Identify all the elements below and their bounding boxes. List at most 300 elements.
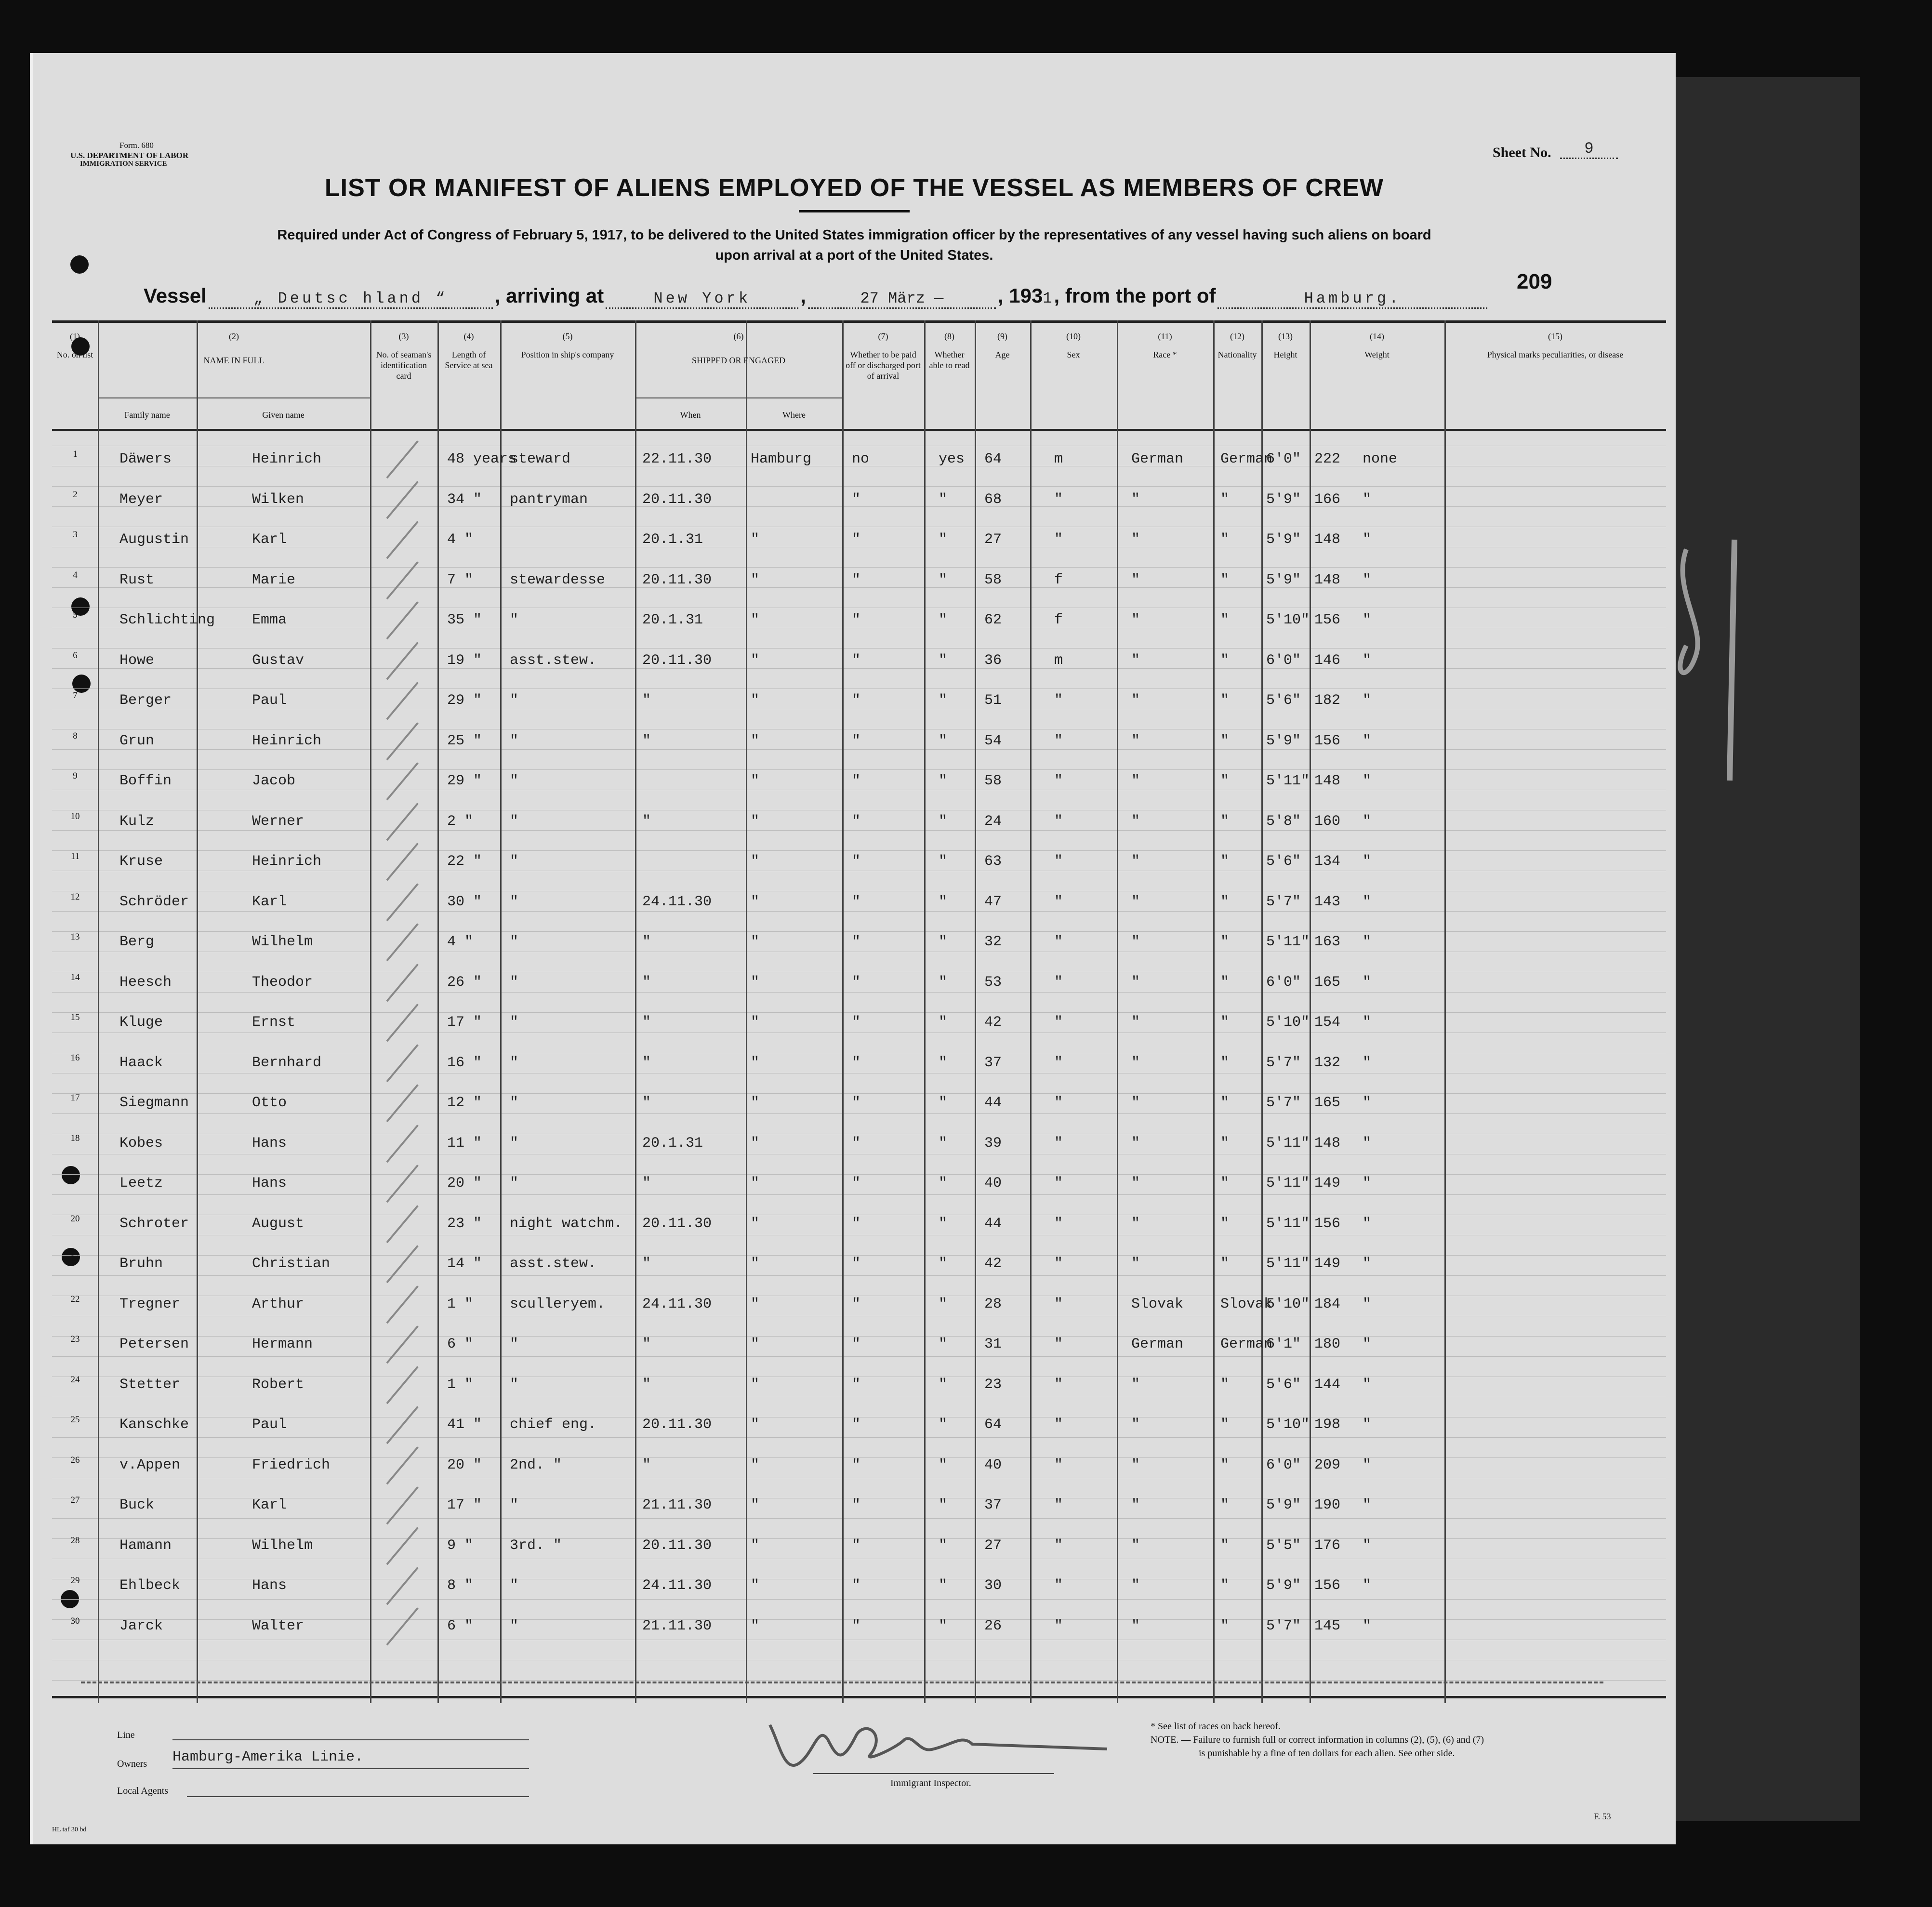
check-mark bbox=[386, 1486, 418, 1524]
cell-paid: " bbox=[852, 1014, 861, 1031]
column-number: (5) bbox=[562, 331, 573, 341]
note-line-2: is punishable by a fine of ten dollars for each alien. See other side. bbox=[1199, 1748, 1455, 1759]
line-rule bbox=[172, 1739, 529, 1740]
cell-position: " bbox=[510, 773, 519, 789]
cell-position: " bbox=[510, 692, 519, 709]
cell-nationality: Slovak bbox=[1220, 1296, 1273, 1312]
check-mark bbox=[386, 883, 418, 921]
cell-where: " bbox=[751, 1497, 760, 1513]
cell-weight: 148 bbox=[1314, 571, 1341, 588]
cell-marks: " bbox=[1363, 1457, 1372, 1473]
cell-where: " bbox=[751, 1095, 760, 1111]
row-number: 27 bbox=[70, 1495, 80, 1505]
cell-marks: " bbox=[1363, 1095, 1372, 1111]
column-number: (11) bbox=[1158, 331, 1172, 341]
cell-given: Wilken bbox=[252, 491, 304, 508]
ruled-line bbox=[52, 931, 1666, 932]
cell-read: " bbox=[939, 773, 948, 789]
cell-when: 20.11.30 bbox=[642, 652, 712, 669]
sheet-no-label: Sheet No. bbox=[1493, 145, 1551, 160]
cell-when: " bbox=[642, 1175, 651, 1192]
check-mark bbox=[386, 1406, 418, 1444]
cell-read: " bbox=[939, 974, 948, 991]
cell-weight: 166 bbox=[1314, 491, 1341, 508]
cell-sex: " bbox=[1054, 893, 1063, 910]
cell-where: " bbox=[751, 1537, 760, 1554]
cell-height: 5'10" bbox=[1266, 1417, 1310, 1433]
cell-sex: " bbox=[1054, 1497, 1063, 1513]
cell-age: 40 bbox=[984, 1457, 1002, 1473]
cell-sex: " bbox=[1054, 1617, 1063, 1634]
column-header: Position in ship's company bbox=[521, 350, 614, 359]
cell-service: 19 " bbox=[447, 652, 482, 669]
cell-sex: " bbox=[1054, 773, 1063, 789]
row-number: 30 bbox=[70, 1616, 80, 1626]
cell-where: " bbox=[751, 1175, 760, 1192]
cell-family: Petersen bbox=[119, 1336, 189, 1352]
cell-paid: " bbox=[852, 773, 861, 789]
cell-sex: f bbox=[1054, 612, 1063, 628]
cell-weight: 149 bbox=[1314, 1256, 1341, 1272]
column-header: No. on list bbox=[56, 350, 93, 359]
cell-when: 20.1.31 bbox=[642, 531, 703, 548]
cell-height: 5'7" bbox=[1266, 1054, 1301, 1071]
cell-nationality: " bbox=[1220, 1054, 1230, 1071]
cell-paid: " bbox=[852, 1296, 861, 1312]
cell-given: Hans bbox=[252, 1175, 287, 1192]
cell-height: 6'0" bbox=[1266, 974, 1301, 991]
cell-marks: " bbox=[1363, 853, 1372, 870]
cell-family: Stetter bbox=[119, 1376, 181, 1393]
arrival-date: 27 März — bbox=[808, 290, 996, 309]
cell-race: " bbox=[1131, 893, 1140, 910]
cell-race: " bbox=[1131, 1175, 1140, 1192]
cell-family: Boffin bbox=[119, 773, 172, 789]
cell-height: 5'6" bbox=[1266, 853, 1301, 870]
form-code: F. 53 bbox=[1594, 1812, 1611, 1821]
cell-height: 5'9" bbox=[1266, 491, 1301, 508]
cell-paid: no bbox=[852, 451, 870, 467]
cell-race: " bbox=[1131, 813, 1140, 830]
cell-read: " bbox=[939, 1296, 948, 1312]
cell-sex: m bbox=[1054, 652, 1063, 669]
check-mark bbox=[386, 642, 418, 680]
cell-nationality: " bbox=[1220, 1095, 1230, 1111]
cell-race: " bbox=[1131, 652, 1140, 669]
cell-weight: 134 bbox=[1314, 853, 1341, 870]
cell-marks: " bbox=[1363, 1497, 1372, 1513]
cell-age: 64 bbox=[984, 451, 1002, 467]
cell-where: " bbox=[751, 1014, 760, 1031]
cell-weight: 148 bbox=[1314, 531, 1341, 548]
column-number: (9) bbox=[997, 331, 1007, 341]
cell-given: Ernst bbox=[252, 1014, 296, 1031]
cell-read: " bbox=[939, 1577, 948, 1594]
cell-height: 5'9" bbox=[1266, 1577, 1301, 1594]
cell-marks: " bbox=[1363, 732, 1372, 749]
cell-service: 6 " bbox=[447, 1336, 474, 1352]
cell-read: " bbox=[939, 531, 948, 548]
cell-read: " bbox=[939, 732, 948, 749]
ruled-line bbox=[52, 992, 1666, 993]
cell-marks: " bbox=[1363, 773, 1372, 789]
department-label: U.S. DEPARTMENT OF LABOR bbox=[70, 151, 189, 160]
cell-paid: " bbox=[852, 813, 861, 830]
cell-where: " bbox=[751, 1296, 760, 1312]
cell-race: " bbox=[1131, 531, 1140, 548]
cell-race: " bbox=[1131, 1537, 1140, 1554]
cell-position: " bbox=[510, 1376, 519, 1393]
cell-height: 6'0" bbox=[1266, 451, 1301, 467]
cell-family: Jarck bbox=[119, 1617, 163, 1634]
cell-sex: " bbox=[1054, 1256, 1063, 1272]
cell-read: " bbox=[939, 491, 948, 508]
cell-where: " bbox=[751, 1577, 760, 1594]
cell-age: 44 bbox=[984, 1215, 1002, 1232]
cell-position: " bbox=[510, 1135, 519, 1152]
agents-rule bbox=[187, 1796, 529, 1797]
cell-race: " bbox=[1131, 1457, 1140, 1473]
cell-when: 20.11.30 bbox=[642, 571, 712, 588]
cell-given: Wilhelm bbox=[252, 934, 313, 950]
ruled-line bbox=[52, 1599, 1666, 1600]
cell-paid: " bbox=[852, 893, 861, 910]
cell-where: " bbox=[751, 612, 760, 628]
cell-family: Augustin bbox=[119, 531, 189, 548]
cell-nationality: German bbox=[1220, 451, 1273, 467]
cell-marks: " bbox=[1363, 1256, 1372, 1272]
column-number: (10) bbox=[1066, 331, 1081, 341]
service-label: IMMIGRATION SERVICE bbox=[80, 160, 167, 168]
cell-where: " bbox=[751, 531, 760, 548]
cell-nationality: " bbox=[1220, 491, 1230, 508]
cell-age: 37 bbox=[984, 1054, 1002, 1071]
cell-given: Walter bbox=[252, 1617, 304, 1634]
cell-paid: " bbox=[852, 1417, 861, 1433]
check-mark bbox=[386, 1205, 418, 1243]
cell-race: " bbox=[1131, 1497, 1140, 1513]
cell-marks: " bbox=[1363, 1617, 1372, 1634]
column-header: Age bbox=[995, 350, 1010, 359]
cell-position: asst.stew. bbox=[510, 652, 597, 669]
cell-nationality: " bbox=[1220, 1497, 1230, 1513]
cell-service: 11 " bbox=[447, 1135, 482, 1152]
races-note: * See list of races on back hereof. bbox=[1151, 1721, 1281, 1732]
ruled-line bbox=[52, 1680, 1666, 1681]
cell-service: 35 " bbox=[447, 612, 482, 628]
cell-height: 5'6" bbox=[1266, 1376, 1301, 1393]
cell-age: 58 bbox=[984, 571, 1002, 588]
cell-position: " bbox=[510, 934, 519, 950]
year-prefix: , 193 bbox=[997, 284, 1043, 307]
cell-paid: " bbox=[852, 1175, 861, 1192]
cell-read: " bbox=[939, 571, 948, 588]
cell-age: 53 bbox=[984, 974, 1002, 991]
cell-weight: 154 bbox=[1314, 1014, 1341, 1031]
cell-race: " bbox=[1131, 1376, 1140, 1393]
owners-rule bbox=[172, 1768, 529, 1769]
ruled-line bbox=[52, 486, 1666, 487]
row-number: 7 bbox=[73, 690, 78, 701]
cell-when: " bbox=[642, 692, 651, 709]
column-number: (13) bbox=[1278, 331, 1293, 341]
cell-service: 20 " bbox=[447, 1175, 482, 1192]
cell-weight: 148 bbox=[1314, 1135, 1341, 1152]
cell-marks: " bbox=[1363, 491, 1372, 508]
cell-weight: 156 bbox=[1314, 1215, 1341, 1232]
cell-marks: " bbox=[1363, 612, 1372, 628]
cell-family: Schröder bbox=[119, 893, 189, 910]
cell-read: " bbox=[939, 893, 948, 910]
inspector-rule bbox=[813, 1773, 1054, 1774]
cell-weight: 163 bbox=[1314, 934, 1341, 950]
cell-age: 39 bbox=[984, 1135, 1002, 1152]
cell-sex: " bbox=[1054, 491, 1063, 508]
row-number: 12 bbox=[70, 891, 80, 902]
year-suffix: 1 bbox=[1043, 290, 1052, 307]
column-divider bbox=[98, 320, 99, 1703]
cell-given: Werner bbox=[252, 813, 304, 830]
column-divider bbox=[746, 320, 747, 1703]
cell-marks: " bbox=[1363, 652, 1372, 669]
cell-family: Kluge bbox=[119, 1014, 163, 1031]
cell-position: " bbox=[510, 1095, 519, 1111]
row-number: 18 bbox=[70, 1133, 80, 1143]
column-divider bbox=[635, 320, 636, 1703]
column-number: (14) bbox=[1370, 331, 1384, 341]
cell-nationality: " bbox=[1220, 974, 1230, 991]
cell-nationality: " bbox=[1220, 1014, 1230, 1031]
cell-weight: 222 bbox=[1314, 451, 1341, 467]
check-mark bbox=[386, 803, 418, 841]
cell-nationality: " bbox=[1220, 1175, 1230, 1192]
check-mark bbox=[386, 1125, 418, 1163]
cell-given: Heinrich bbox=[252, 451, 322, 467]
cell-where: " bbox=[751, 652, 760, 669]
cell-service: 22 " bbox=[447, 853, 482, 870]
cell-nationality: " bbox=[1220, 1135, 1230, 1152]
cell-where: Hamburg bbox=[751, 451, 812, 467]
cell-where: " bbox=[751, 893, 760, 910]
cell-where: " bbox=[751, 732, 760, 749]
column-divider bbox=[197, 320, 198, 1703]
cell-when: 21.11.30 bbox=[642, 1497, 712, 1513]
cell-age: 28 bbox=[984, 1296, 1002, 1312]
cell-given: Christian bbox=[252, 1256, 331, 1272]
column-number: (2) bbox=[229, 331, 239, 341]
cell-sex: " bbox=[1054, 1537, 1063, 1554]
ruled-line bbox=[52, 1012, 1666, 1013]
cell-given: Heinrich bbox=[252, 853, 322, 870]
cell-age: 26 bbox=[984, 1617, 1002, 1634]
row-number: 29 bbox=[70, 1576, 80, 1586]
cell-sex: " bbox=[1054, 1577, 1063, 1594]
cell-service: 4 " bbox=[447, 934, 474, 950]
cell-service: 23 " bbox=[447, 1215, 482, 1232]
cell-sex: " bbox=[1054, 1014, 1063, 1031]
cell-family: Schroter bbox=[119, 1215, 189, 1232]
owners-label: Owners bbox=[117, 1759, 147, 1769]
cell-age: 32 bbox=[984, 934, 1002, 950]
cell-service: 12 " bbox=[447, 1095, 482, 1111]
row-number: 9 bbox=[73, 771, 78, 781]
ruled-line bbox=[52, 1174, 1666, 1175]
cell-when: 21.11.30 bbox=[642, 1617, 712, 1634]
cell-paid: " bbox=[852, 531, 861, 548]
check-mark bbox=[386, 923, 418, 961]
cell-age: 23 bbox=[984, 1376, 1002, 1393]
cell-height: 5'11" bbox=[1266, 1256, 1310, 1272]
cell-service: 8 " bbox=[447, 1577, 474, 1594]
cell-sex: " bbox=[1054, 1376, 1063, 1393]
row-number: 10 bbox=[70, 811, 80, 821]
cell-sex: " bbox=[1054, 531, 1063, 548]
cell-marks: " bbox=[1363, 934, 1372, 950]
cell-read: " bbox=[939, 1175, 948, 1192]
departure-port: Hamburg. bbox=[1217, 290, 1487, 309]
cell-weight: 165 bbox=[1314, 974, 1341, 991]
cell-height: 5'11" bbox=[1266, 773, 1310, 789]
cell-where: " bbox=[751, 1256, 760, 1272]
from-port-label: , from the port of bbox=[1054, 284, 1216, 307]
cell-race: " bbox=[1131, 1135, 1140, 1152]
cell-where: " bbox=[751, 1376, 760, 1393]
cell-when: " bbox=[642, 974, 651, 991]
column-divider bbox=[975, 320, 976, 1703]
cell-sex: " bbox=[1054, 1296, 1063, 1312]
cell-age: 27 bbox=[984, 531, 1002, 548]
cell-read: " bbox=[939, 1497, 948, 1513]
row-number: 1 bbox=[73, 449, 78, 459]
cell-height: 5'10" bbox=[1266, 1014, 1310, 1031]
cell-given: August bbox=[252, 1215, 304, 1232]
cell-paid: " bbox=[852, 1256, 861, 1272]
ruled-line bbox=[52, 769, 1666, 770]
cell-nationality: " bbox=[1220, 1617, 1230, 1634]
cell-position: " bbox=[510, 1175, 519, 1192]
cell-read: " bbox=[939, 934, 948, 950]
cell-nationality: " bbox=[1220, 1417, 1230, 1433]
cell-nationality: " bbox=[1220, 612, 1230, 628]
cell-where: " bbox=[751, 1054, 760, 1071]
column-number: (15) bbox=[1548, 331, 1562, 341]
cell-race: " bbox=[1131, 773, 1140, 789]
column-header: SHIPPED OR ENGAGED bbox=[691, 356, 785, 365]
cell-family: Kanschke bbox=[119, 1417, 189, 1433]
cell-sex: " bbox=[1054, 974, 1063, 991]
cell-weight: 132 bbox=[1314, 1054, 1341, 1071]
cell-height: 5'11" bbox=[1266, 1135, 1310, 1152]
cell-paid: " bbox=[852, 1537, 861, 1554]
cell-race: " bbox=[1131, 491, 1140, 508]
cell-weight: 180 bbox=[1314, 1336, 1341, 1352]
cell-when: " bbox=[642, 1014, 651, 1031]
cell-paid: " bbox=[852, 571, 861, 588]
inspector-signature bbox=[760, 1706, 1117, 1783]
cell-service: 6 " bbox=[447, 1617, 474, 1634]
cell-when: 20.11.30 bbox=[642, 1215, 712, 1232]
cell-height: 5'7" bbox=[1266, 1617, 1301, 1634]
cell-weight: 148 bbox=[1314, 773, 1341, 789]
cell-paid: " bbox=[852, 1135, 861, 1152]
cell-race: " bbox=[1131, 853, 1140, 870]
cell-marks: " bbox=[1363, 1175, 1372, 1192]
column-divider bbox=[500, 320, 502, 1703]
subtitle-line-2: upon arrival at a port of the United States. bbox=[715, 248, 993, 263]
title-rule bbox=[799, 210, 910, 212]
cell-height: 5'10" bbox=[1266, 1296, 1310, 1312]
cell-race: " bbox=[1131, 732, 1140, 749]
ruled-line bbox=[52, 749, 1666, 750]
arrival-port: New York bbox=[606, 290, 798, 309]
cell-where: " bbox=[751, 692, 760, 709]
cell-paid: " bbox=[852, 612, 861, 628]
note-line-1: NOTE. — Failure to furnish full or correct information in columns (2), (5), (6) and (7) bbox=[1151, 1735, 1484, 1745]
cell-read: " bbox=[939, 853, 948, 870]
cell-age: 27 bbox=[984, 1537, 1002, 1554]
cell-race: " bbox=[1131, 692, 1140, 709]
cell-nationality: " bbox=[1220, 571, 1230, 588]
cell-paid: " bbox=[852, 1095, 861, 1111]
cell-when: " bbox=[642, 1095, 651, 1111]
cell-sex: " bbox=[1054, 732, 1063, 749]
row-number: 4 bbox=[73, 569, 78, 580]
cell-age: 36 bbox=[984, 652, 1002, 669]
cell-nationality: " bbox=[1220, 1577, 1230, 1594]
line-label: Line bbox=[117, 1730, 135, 1740]
cell-read: " bbox=[939, 1457, 948, 1473]
cell-position: asst.stew. bbox=[510, 1256, 597, 1272]
cell-nationality: German bbox=[1220, 1336, 1273, 1352]
total-label: otal bbox=[1648, 1455, 1674, 1471]
column-subheader: Family name bbox=[124, 410, 170, 420]
background-board bbox=[1648, 77, 1860, 1821]
cell-marks: " bbox=[1363, 813, 1372, 830]
column-number: (4) bbox=[463, 331, 474, 341]
cell-paid: " bbox=[852, 1497, 861, 1513]
cell-where: " bbox=[751, 1135, 760, 1152]
cell-where: " bbox=[751, 813, 760, 830]
cell-height: 5'8" bbox=[1266, 813, 1301, 830]
cell-paid: " bbox=[852, 1457, 861, 1473]
cell-read: " bbox=[939, 813, 948, 830]
cell-weight: 198 bbox=[1314, 1417, 1341, 1433]
column-divider bbox=[842, 320, 844, 1703]
cell-family: Grun bbox=[119, 732, 155, 749]
cell-when: " bbox=[642, 813, 651, 830]
ruled-line bbox=[52, 1194, 1666, 1195]
check-mark bbox=[386, 1084, 418, 1122]
cell-service: 30 " bbox=[447, 893, 482, 910]
cell-paid: " bbox=[852, 1336, 861, 1352]
cell-read: " bbox=[939, 652, 948, 669]
column-number: (3) bbox=[398, 331, 409, 341]
cell-height: 6'0" bbox=[1266, 652, 1301, 669]
cell-age: 24 bbox=[984, 813, 1002, 830]
arriving-label: , arriving at bbox=[494, 284, 604, 307]
cell-age: 42 bbox=[984, 1256, 1002, 1272]
cell-nationality: " bbox=[1220, 1537, 1230, 1554]
cell-race: " bbox=[1131, 1095, 1140, 1111]
cell-family: Kobes bbox=[119, 1135, 163, 1152]
cell-marks: " bbox=[1363, 1336, 1372, 1352]
column-number: (1) bbox=[70, 331, 80, 341]
column-subheader: Given name bbox=[262, 410, 304, 420]
column-header: Physical marks peculiarities, or disease bbox=[1487, 350, 1624, 359]
local-agents-label: Local Agents bbox=[117, 1786, 169, 1796]
cell-sex: " bbox=[1054, 1417, 1063, 1433]
cell-when: " bbox=[642, 732, 651, 749]
